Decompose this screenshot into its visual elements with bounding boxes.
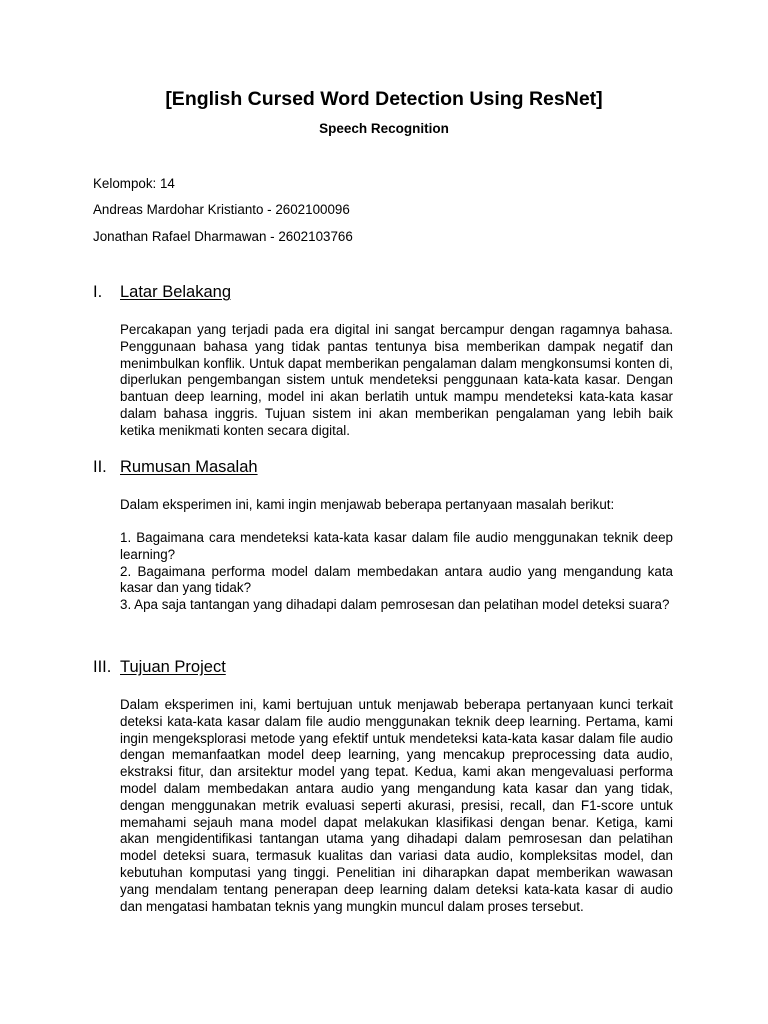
section-title: Latar Belakang [120, 283, 231, 301]
member-2: Jonathan Rafael Dharmawan - 2602103766 [93, 229, 353, 244]
section-body-latar-belakang: Percakapan yang terjadi pada era digital ini sangat bercampur dengan ragamnya bahasa. Penggunaan bahasa yang tidak pantas tentunya bisa memberikan dampak negatif dan menimbulkan konflik. Untuk dapat memberikan pengalaman dalam mengkonsumsi konten di, diperlukan pengembangan sistem untuk mendeteksi penggunaan kata-kata kasar. Dengan bantuan deep learning, model ini akan berlatih untuk mampu mendeteksi kata-kata kasar dalam bahasa inggris. Tujuan sistem ini akan memberikan pengalaman yang lebih baik ketika menikmati konten secara digital. [120, 322, 673, 438]
section-heading-rumusan-masalah [93, 456, 258, 478]
question-list [120, 530, 673, 614]
group-number: Kelompok: 14 [93, 176, 175, 191]
list-item: 3. Apa saja tantangan yang dihadapi dalam pemrosesan dan pelatihan model deteksi suara? [120, 597, 670, 613]
section-heading-latar-belakang [93, 281, 231, 303]
list-item: 2. Bagaimana performa model dalam membedakan antara audio yang mengandung kata kasar dan yang tidak? [120, 563, 673, 596]
section-title: Tujuan Project [120, 658, 226, 676]
section-intro-rumusan-masalah: Dalam eksperimen ini, kami ingin menjawab beberapa pertanyaan masalah berikut: [120, 497, 615, 512]
document-title: [English Cursed Word Detection Using ResNet] [165, 88, 603, 110]
member-1: Andreas Mardohar Kristianto - 2602100096 [93, 202, 350, 217]
document-subtitle: Speech Recognition [319, 121, 449, 136]
section-number: I. [93, 283, 103, 301]
section-title: Rumusan Masalah [120, 458, 258, 476]
list-item: 1. Bagaimana cara mendeteksi kata-kata kasar dalam file audio menggunakan teknik deep learning? [120, 530, 673, 562]
section-body-tujuan-project: Dalam eksperimen ini, kami bertujuan untuk menjawab beberapa pertanyaan kunci terkait deteksi kata-kata kasar dalam file audio menggunakan teknik deep learning. Pertama, kami ingin mengeksplorasi metode yang efektif untuk mendeteksi kata-kata kasar dalam file audio dengan memanfaatkan model deep learning, yang mencakup preprocessing data audio, ekstraksi fitur, dan arsitektur model yang tepat. Kedua, kami akan mengevaluasi performa model dalam membedakan antara audio yang mengandung kata kasar dan yang tidak, dengan menggunakan metrik evaluasi seperti akurasi, presisi, recall, dan F1-score untuk memahami sejauh mana model dapat melakukan klasifikasi dengan benar. Ketiga, kami akan mengidentifikasi tantangan utama yang dihadapi dalam pemrosesan dan pelatihan model deteksi suara, termasuk kualitas dan variasi data audio, kompleksitas model, dan kebutuhan komputasi yang tinggi. Penelitian ini diharapkan dapat memberikan wawasan yang mendalam tentang penerapan deep learning dalam deteksi kata-kata kasar di audio dan mengatasi hambatan teknis yang mungkin muncul dalam proses tersebut. [120, 697, 673, 914]
section-number: II. [93, 458, 107, 476]
section-heading-tujuan-project [93, 656, 226, 678]
section-number: III. [93, 658, 112, 676]
